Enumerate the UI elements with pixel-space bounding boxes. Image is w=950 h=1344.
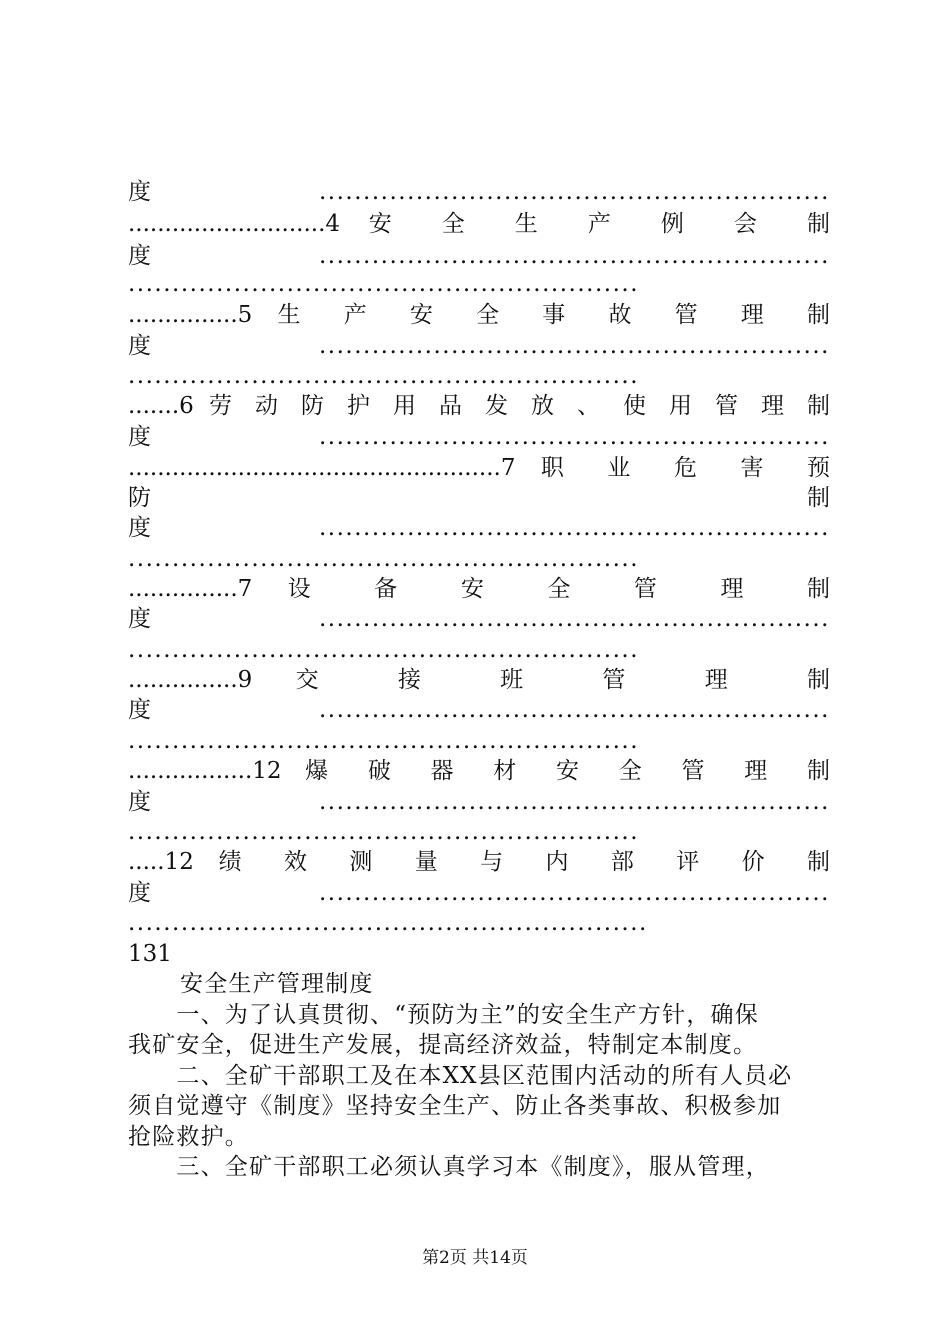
toc-line: ..........................................................	[128, 271, 640, 297]
toc-line: 度..........................................................	[128, 515, 830, 541]
toc-page-number: 131	[128, 941, 172, 967]
toc-line: 度..........................................................	[128, 424, 830, 450]
toc-line: 度..........................................................	[128, 880, 830, 906]
toc-line: ..........................................................	[128, 728, 640, 754]
toc-entry-occupational-hazard: ...................................................7 职 业 危 害 预	[128, 455, 830, 481]
paragraph-line: 一、为了认真贯彻、“预防为主”的安全生产方针，确保	[128, 1002, 759, 1028]
toc-entry-equipment-safety: ...............7 设 备 安 全 管 理 制	[128, 576, 830, 602]
paragraph-line: 三、全矿干部职工必须认真学习本《制度》，服从管理，	[128, 1154, 770, 1180]
toc-line: ..........................................................	[128, 637, 640, 663]
toc-line: ..........................................................	[128, 819, 640, 845]
toc-line: 度..........................................................	[128, 789, 830, 815]
toc-entry-accident-management: ...............5 生 产 安 全 事 故 管 理 制	[128, 302, 830, 328]
paragraph-line: 抢险救护。	[128, 1124, 249, 1150]
toc-line: 度..........................................................	[128, 606, 830, 632]
toc-line: 度..........................................................	[128, 697, 830, 723]
toc-entry-blasting-materials: .................12 爆 破 器 材 安 全 管 理 制	[128, 758, 830, 784]
paragraph-line: 二、全矿干部职工及在本XX县区范围内活动的所有人员必	[128, 1063, 793, 1089]
section-title: 安全生产管理制度	[180, 971, 374, 997]
paragraph-line: 须自觉遵守《制度》坚持安全生产、防止各类事故、积极参加	[128, 1093, 782, 1119]
toc-entry-labor-protection: .......6 劳 动 防 护 用 品 发 放 、 使 用 管 理 制	[128, 393, 830, 419]
toc-line: ...........................................................	[128, 910, 648, 936]
toc-line: 度..........................................................	[128, 333, 830, 359]
page-footer: 第2页 共14页	[422, 1248, 528, 1268]
toc-line: 防 制	[128, 485, 830, 511]
toc-line: ..........................................................	[128, 363, 640, 389]
toc-line: ..........................................................	[128, 546, 640, 572]
paragraph-line: 我矿安全，促进生产发展，提高经济效益，特制定本制度。	[128, 1032, 758, 1058]
toc-entry-performance-evaluation: .....12 绩 效 测 量 与 内 部 评 价 制	[128, 849, 830, 875]
toc-line: 度..........................................................	[128, 179, 830, 205]
toc-entry-safety-meeting: ...........................4 安 全 生 产 例 会 制	[128, 211, 830, 237]
toc-line: 度..........................................................	[128, 243, 830, 269]
toc-entry-shift-handover: ...............9 交 接 班 管 理 制	[128, 667, 830, 693]
